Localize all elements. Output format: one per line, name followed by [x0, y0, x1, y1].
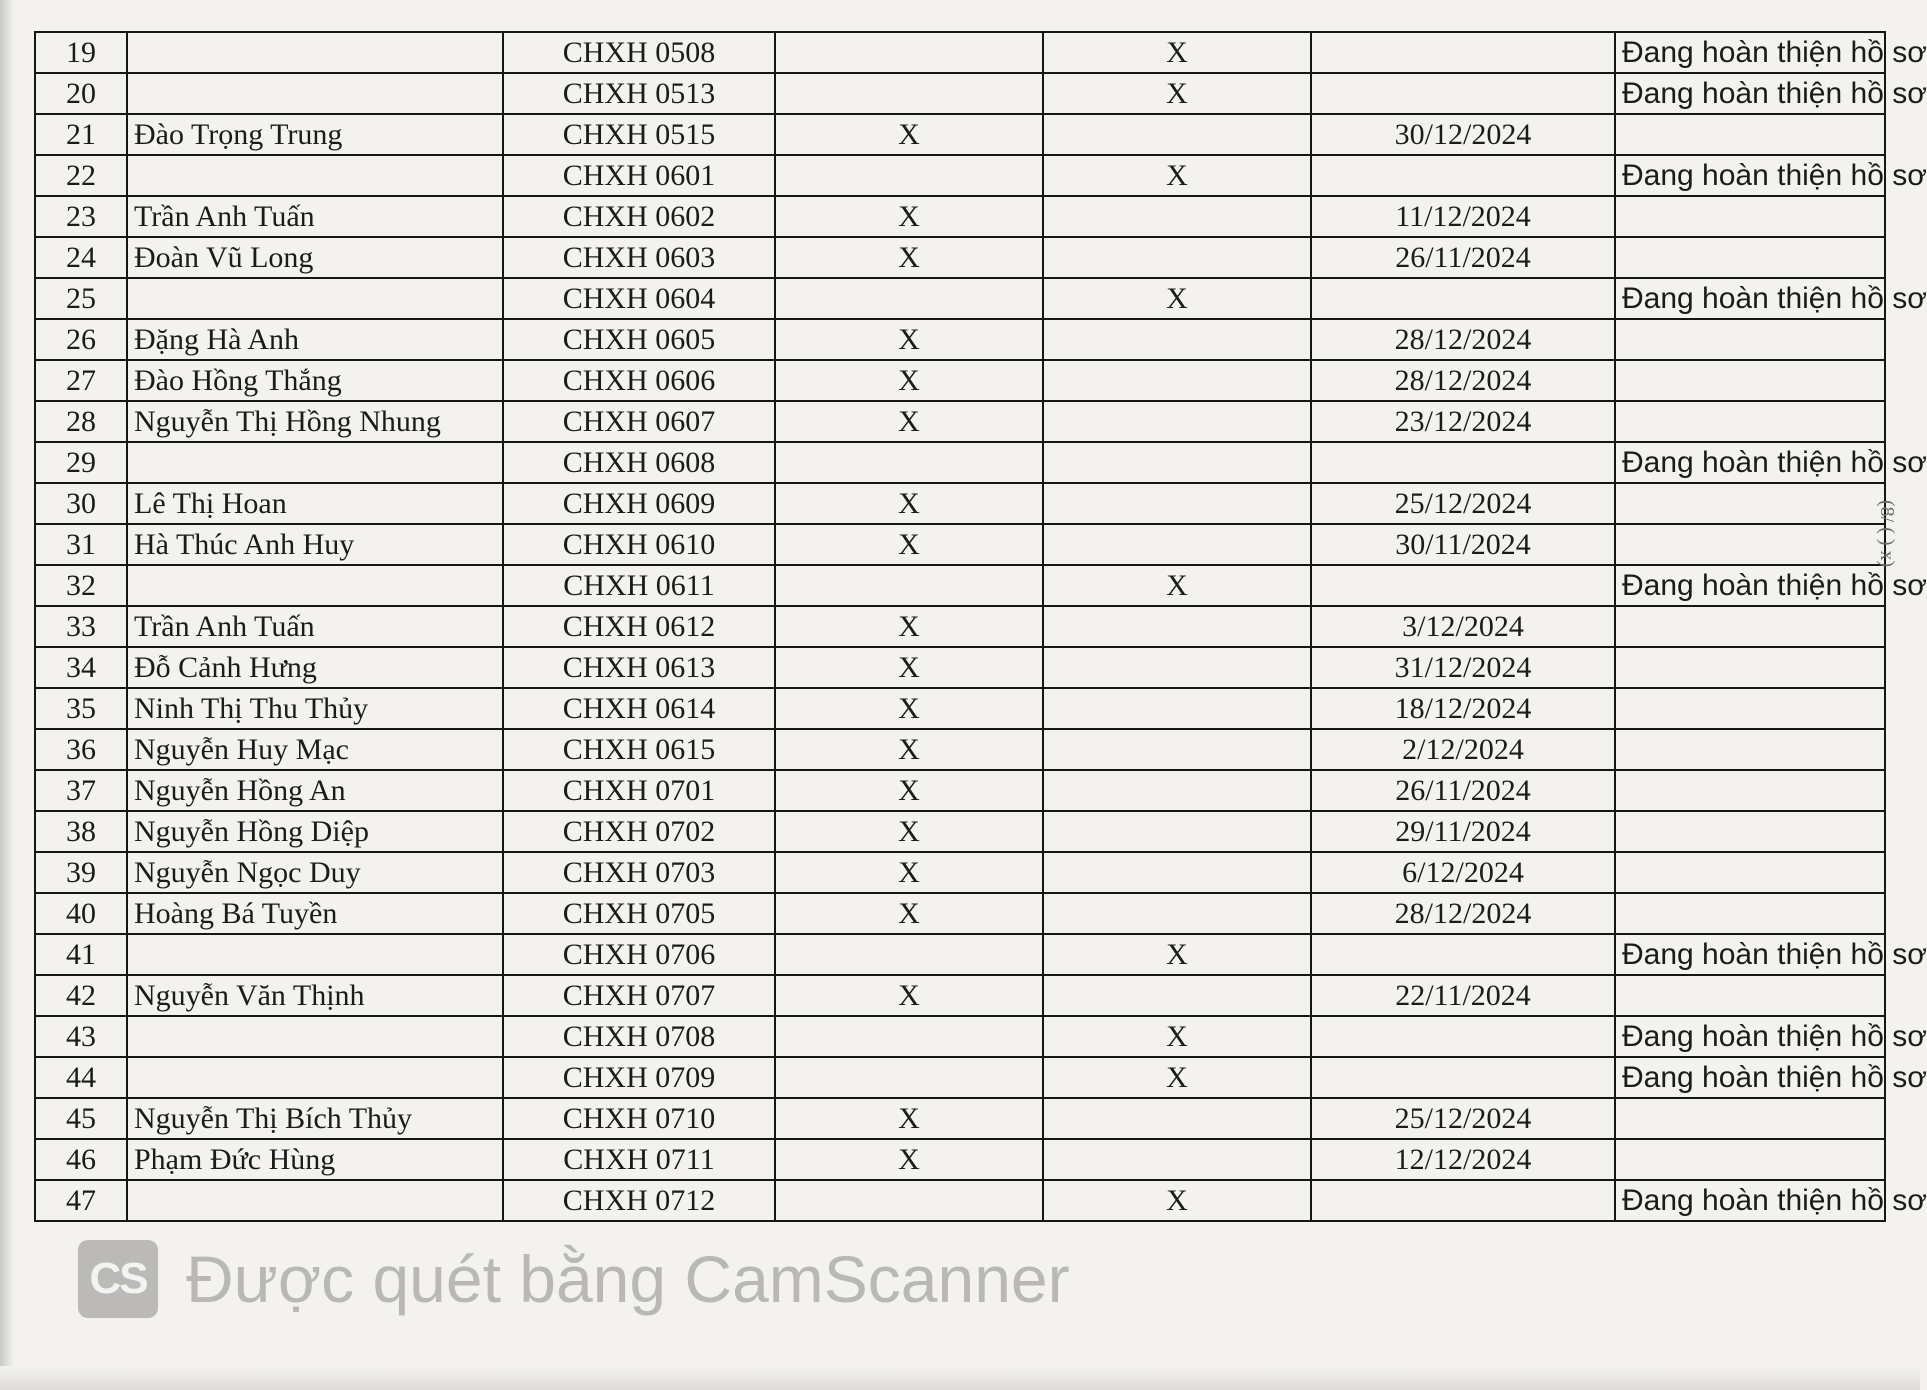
date-cell: 31/12/2024	[1311, 647, 1615, 688]
row-number-cell: 21	[35, 114, 127, 155]
pending-mark-cell	[1043, 237, 1311, 278]
unit-code-cell: CHXH 0706	[503, 934, 775, 975]
scan-bottom-shadow	[0, 1366, 1920, 1390]
contract-signed-mark-cell	[775, 565, 1043, 606]
status-note-cell	[1615, 852, 1885, 893]
pending-mark-cell	[1043, 483, 1311, 524]
camscanner-logo-icon: CS	[78, 1240, 158, 1318]
status-note-cell	[1615, 319, 1885, 360]
unit-code-cell: CHXH 0610	[503, 524, 775, 565]
owner-name-cell	[127, 1016, 503, 1057]
pending-mark-cell	[1043, 360, 1311, 401]
owner-name-cell: Lê Thị Hoan	[127, 483, 503, 524]
contract-signed-mark-cell	[775, 1057, 1043, 1098]
pending-mark-cell	[1043, 524, 1311, 565]
housing-register-table	[34, 31, 1927, 1222]
pending-mark-cell	[1043, 1139, 1311, 1180]
status-note-cell	[1615, 401, 1885, 442]
date-cell: 2/12/2024	[1311, 729, 1615, 770]
date-cell: 3/12/2024	[1311, 606, 1615, 647]
unit-code-cell: CHXH 0601	[503, 155, 775, 196]
table-row	[35, 565, 1885, 606]
owner-name-cell: Trần Anh Tuấn	[127, 196, 503, 237]
pending-mark-cell	[1043, 401, 1311, 442]
table-row	[35, 647, 1885, 688]
contract-signed-mark-cell	[775, 1180, 1043, 1221]
unit-code-cell: CHXH 0612	[503, 606, 775, 647]
status-note-cell	[1615, 975, 1885, 1016]
status-note-cell	[1615, 688, 1885, 729]
pending-mark-cell: X	[1043, 934, 1311, 975]
contract-signed-mark-cell: X	[775, 606, 1043, 647]
date-cell	[1311, 442, 1615, 483]
contract-signed-mark-cell	[775, 32, 1043, 73]
date-cell: 12/12/2024	[1311, 1139, 1615, 1180]
unit-code-cell: CHXH 0602	[503, 196, 775, 237]
table-row	[35, 934, 1885, 975]
pending-mark-cell	[1043, 647, 1311, 688]
unit-code-cell: CHXH 0701	[503, 770, 775, 811]
contract-signed-mark-cell: X	[775, 975, 1043, 1016]
row-number-cell: 25	[35, 278, 127, 319]
row-number-cell: 27	[35, 360, 127, 401]
row-number-cell: 31	[35, 524, 127, 565]
contract-signed-mark-cell: X	[775, 114, 1043, 155]
date-cell: 26/11/2024	[1311, 770, 1615, 811]
status-note-cell: Đang hoàn thiện hồ sơ	[1615, 442, 1885, 483]
table-row	[35, 524, 1885, 565]
owner-name-cell: Nguyễn Huy Mạc	[127, 729, 503, 770]
owner-name-cell	[127, 1057, 503, 1098]
date-cell: 28/12/2024	[1311, 893, 1615, 934]
table-row	[35, 1098, 1885, 1139]
date-cell	[1311, 934, 1615, 975]
unit-code-cell: CHXH 0615	[503, 729, 775, 770]
date-cell	[1311, 73, 1615, 114]
row-number-cell: 30	[35, 483, 127, 524]
status-note-cell: Đang hoàn thiện hồ sơ	[1615, 565, 1885, 606]
row-number-cell: 47	[35, 1180, 127, 1221]
table-row	[35, 319, 1885, 360]
owner-name-cell: Đào Hồng Thắng	[127, 360, 503, 401]
status-note-cell: Đang hoàn thiện hồ sơ	[1615, 1180, 1885, 1221]
date-cell: 28/12/2024	[1311, 319, 1615, 360]
status-note-cell: Đang hoàn thiện hồ sơ	[1615, 1016, 1885, 1057]
date-cell	[1311, 565, 1615, 606]
unit-code-cell: CHXH 0603	[503, 237, 775, 278]
pending-mark-cell	[1043, 893, 1311, 934]
status-note-cell: Đang hoàn thiện hồ sơ	[1615, 155, 1885, 196]
pending-mark-cell: X	[1043, 1180, 1311, 1221]
pending-mark-cell	[1043, 606, 1311, 647]
contract-signed-mark-cell: X	[775, 729, 1043, 770]
unit-code-cell: CHXH 0705	[503, 893, 775, 934]
contract-signed-mark-cell	[775, 934, 1043, 975]
row-number-cell: 39	[35, 852, 127, 893]
unit-code-cell: CHXH 0712	[503, 1180, 775, 1221]
unit-code-cell: CHXH 0605	[503, 319, 775, 360]
status-note-cell	[1615, 483, 1885, 524]
table-row	[35, 360, 1885, 401]
contract-signed-mark-cell: X	[775, 1139, 1043, 1180]
date-cell	[1311, 1057, 1615, 1098]
date-cell: 25/12/2024	[1311, 483, 1615, 524]
contract-signed-mark-cell	[775, 278, 1043, 319]
owner-name-cell	[127, 565, 503, 606]
table-row	[35, 73, 1885, 114]
table-row	[35, 483, 1885, 524]
table-row	[35, 1139, 1885, 1180]
date-cell: 28/12/2024	[1311, 360, 1615, 401]
owner-name-cell: Hoàng Bá Tuyền	[127, 893, 503, 934]
row-number-cell: 26	[35, 319, 127, 360]
table-row	[35, 975, 1885, 1016]
table-row	[35, 770, 1885, 811]
status-note-cell	[1615, 360, 1885, 401]
status-note-cell	[1615, 606, 1885, 647]
contract-signed-mark-cell: X	[775, 401, 1043, 442]
contract-signed-mark-cell	[775, 1016, 1043, 1057]
pending-mark-cell: X	[1043, 278, 1311, 319]
owner-name-cell: Đoàn Vũ Long	[127, 237, 503, 278]
status-note-cell: Đang hoàn thiện hồ sơ	[1615, 934, 1885, 975]
unit-code-cell: CHXH 0515	[503, 114, 775, 155]
pending-mark-cell	[1043, 975, 1311, 1016]
owner-name-cell	[127, 442, 503, 483]
pending-mark-cell: X	[1043, 32, 1311, 73]
contract-signed-mark-cell: X	[775, 688, 1043, 729]
pending-mark-cell	[1043, 442, 1311, 483]
owner-name-cell: Nguyễn Thị Bích Thủy	[127, 1098, 503, 1139]
date-cell: 30/11/2024	[1311, 524, 1615, 565]
pending-mark-cell	[1043, 811, 1311, 852]
row-number-cell: 24	[35, 237, 127, 278]
table-row	[35, 1057, 1885, 1098]
status-note-cell	[1615, 647, 1885, 688]
owner-name-cell: Nguyễn Hồng Diệp	[127, 811, 503, 852]
date-cell: 6/12/2024	[1311, 852, 1615, 893]
contract-signed-mark-cell: X	[775, 893, 1043, 934]
row-number-cell: 43	[35, 1016, 127, 1057]
date-cell: 26/11/2024	[1311, 237, 1615, 278]
row-number-cell: 32	[35, 565, 127, 606]
table-row	[35, 401, 1885, 442]
table-row	[35, 32, 1885, 73]
table-row	[35, 237, 1885, 278]
unit-code-cell: CHXH 0513	[503, 73, 775, 114]
camscanner-watermark	[78, 1240, 1070, 1318]
date-cell: 11/12/2024	[1311, 196, 1615, 237]
table-row	[35, 811, 1885, 852]
table-row	[35, 442, 1885, 483]
table-row	[35, 196, 1885, 237]
row-number-cell: 33	[35, 606, 127, 647]
pending-mark-cell: X	[1043, 155, 1311, 196]
contract-signed-mark-cell: X	[775, 647, 1043, 688]
unit-code-cell: CHXH 0611	[503, 565, 775, 606]
contract-signed-mark-cell: X	[775, 237, 1043, 278]
owner-name-cell	[127, 1180, 503, 1221]
row-number-cell: 35	[35, 688, 127, 729]
unit-code-cell: CHXH 0702	[503, 811, 775, 852]
owner-name-cell: Đào Trọng Trung	[127, 114, 503, 155]
date-cell: 23/12/2024	[1311, 401, 1615, 442]
status-note-cell	[1615, 729, 1885, 770]
date-cell	[1311, 1180, 1615, 1221]
owner-name-cell	[127, 155, 503, 196]
contract-signed-mark-cell: X	[775, 852, 1043, 893]
table-row	[35, 852, 1885, 893]
owner-name-cell	[127, 73, 503, 114]
scan-edge-shadow	[0, 0, 14, 1390]
date-cell: 18/12/2024	[1311, 688, 1615, 729]
row-number-cell: 38	[35, 811, 127, 852]
status-note-cell	[1615, 196, 1885, 237]
status-note-cell	[1615, 811, 1885, 852]
owner-name-cell: Phạm Đức Hùng	[127, 1139, 503, 1180]
table-row	[35, 278, 1885, 319]
status-note-cell	[1615, 1139, 1885, 1180]
row-number-cell: 20	[35, 73, 127, 114]
pending-mark-cell	[1043, 852, 1311, 893]
contract-signed-mark-cell	[775, 155, 1043, 196]
owner-name-cell: Nguyễn Hồng An	[127, 770, 503, 811]
row-number-cell: 22	[35, 155, 127, 196]
contract-signed-mark-cell: X	[775, 524, 1043, 565]
unit-code-cell: CHXH 0703	[503, 852, 775, 893]
row-number-cell: 46	[35, 1139, 127, 1180]
row-number-cell: 19	[35, 32, 127, 73]
status-note-cell: Đang hoàn thiện hồ sơ	[1615, 73, 1885, 114]
unit-code-cell: CHXH 0707	[503, 975, 775, 1016]
pending-mark-cell	[1043, 196, 1311, 237]
date-cell: 30/12/2024	[1311, 114, 1615, 155]
owner-name-cell	[127, 32, 503, 73]
status-note-cell: Đang hoàn thiện hồ sơ	[1615, 278, 1885, 319]
owner-name-cell: Đặng Hà Anh	[127, 319, 503, 360]
date-cell: 29/11/2024	[1311, 811, 1615, 852]
pending-mark-cell: X	[1043, 1057, 1311, 1098]
table-body	[35, 32, 1927, 1221]
owner-name-cell: Nguyễn Ngọc Duy	[127, 852, 503, 893]
status-note-cell	[1615, 524, 1885, 565]
pending-mark-cell	[1043, 688, 1311, 729]
table-row	[35, 606, 1885, 647]
unit-code-cell: CHXH 0604	[503, 278, 775, 319]
row-number-cell: 29	[35, 442, 127, 483]
row-number-cell: 28	[35, 401, 127, 442]
row-number-cell: 45	[35, 1098, 127, 1139]
owner-name-cell: Đỗ Cảnh Hưng	[127, 647, 503, 688]
date-cell: 22/11/2024	[1311, 975, 1615, 1016]
unit-code-cell: CHXH 0708	[503, 1016, 775, 1057]
contract-signed-mark-cell: X	[775, 319, 1043, 360]
owner-name-cell: Trần Anh Tuấn	[127, 606, 503, 647]
owner-name-cell	[127, 278, 503, 319]
contract-signed-mark-cell: X	[775, 360, 1043, 401]
table-row	[35, 893, 1885, 934]
table-row	[35, 1180, 1885, 1221]
table-row	[35, 1016, 1885, 1057]
status-note-cell	[1615, 770, 1885, 811]
unit-code-cell: CHXH 0508	[503, 32, 775, 73]
date-cell	[1311, 278, 1615, 319]
contract-signed-mark-cell: X	[775, 1098, 1043, 1139]
contract-signed-mark-cell	[775, 73, 1043, 114]
owner-name-cell: Nguyễn Thị Hồng Nhung	[127, 401, 503, 442]
table-row	[35, 729, 1885, 770]
table-row	[35, 688, 1885, 729]
watermark-text: Được quét bằng CamScanner	[186, 1242, 1070, 1316]
unit-code-cell: CHXH 0613	[503, 647, 775, 688]
unit-code-cell: CHXH 0710	[503, 1098, 775, 1139]
row-number-cell: 40	[35, 893, 127, 934]
contract-signed-mark-cell: X	[775, 483, 1043, 524]
margin-annotation: (8/ ( ) x)	[1876, 500, 1898, 568]
unit-code-cell: CHXH 0608	[503, 442, 775, 483]
unit-code-cell: CHXH 0609	[503, 483, 775, 524]
contract-signed-mark-cell: X	[775, 770, 1043, 811]
owner-name-cell: Nguyễn Văn Thịnh	[127, 975, 503, 1016]
owner-name-cell: Ninh Thị Thu Thủy	[127, 688, 503, 729]
table-row	[35, 114, 1885, 155]
table-row	[35, 155, 1885, 196]
status-note-cell	[1615, 237, 1885, 278]
row-number-cell: 34	[35, 647, 127, 688]
contract-signed-mark-cell	[775, 442, 1043, 483]
status-note-cell	[1615, 893, 1885, 934]
contract-signed-mark-cell: X	[775, 811, 1043, 852]
unit-code-cell: CHXH 0607	[503, 401, 775, 442]
row-number-cell: 41	[35, 934, 127, 975]
pending-mark-cell	[1043, 729, 1311, 770]
unit-code-cell: CHXH 0711	[503, 1139, 775, 1180]
pending-mark-cell	[1043, 114, 1311, 155]
row-number-cell: 36	[35, 729, 127, 770]
pending-mark-cell	[1043, 319, 1311, 360]
unit-code-cell: CHXH 0606	[503, 360, 775, 401]
status-note-cell: Đang hoàn thiện hồ sơ	[1615, 1057, 1885, 1098]
contract-signed-mark-cell: X	[775, 196, 1043, 237]
pending-mark-cell	[1043, 770, 1311, 811]
status-note-cell: Đang hoàn thiện hồ sơ	[1615, 32, 1885, 73]
date-cell	[1311, 155, 1615, 196]
row-number-cell: 44	[35, 1057, 127, 1098]
pending-mark-cell: X	[1043, 1016, 1311, 1057]
pending-mark-cell: X	[1043, 73, 1311, 114]
row-number-cell: 37	[35, 770, 127, 811]
row-number-cell: 42	[35, 975, 127, 1016]
status-note-cell	[1615, 1098, 1885, 1139]
status-note-cell	[1615, 114, 1885, 155]
unit-code-cell: CHXH 0614	[503, 688, 775, 729]
date-cell: 25/12/2024	[1311, 1098, 1615, 1139]
owner-name-cell	[127, 934, 503, 975]
owner-name-cell: Hà Thúc Anh Huy	[127, 524, 503, 565]
pending-mark-cell	[1043, 1098, 1311, 1139]
row-number-cell: 23	[35, 196, 127, 237]
date-cell	[1311, 1016, 1615, 1057]
unit-code-cell: CHXH 0709	[503, 1057, 775, 1098]
date-cell	[1311, 32, 1615, 73]
pending-mark-cell: X	[1043, 565, 1311, 606]
